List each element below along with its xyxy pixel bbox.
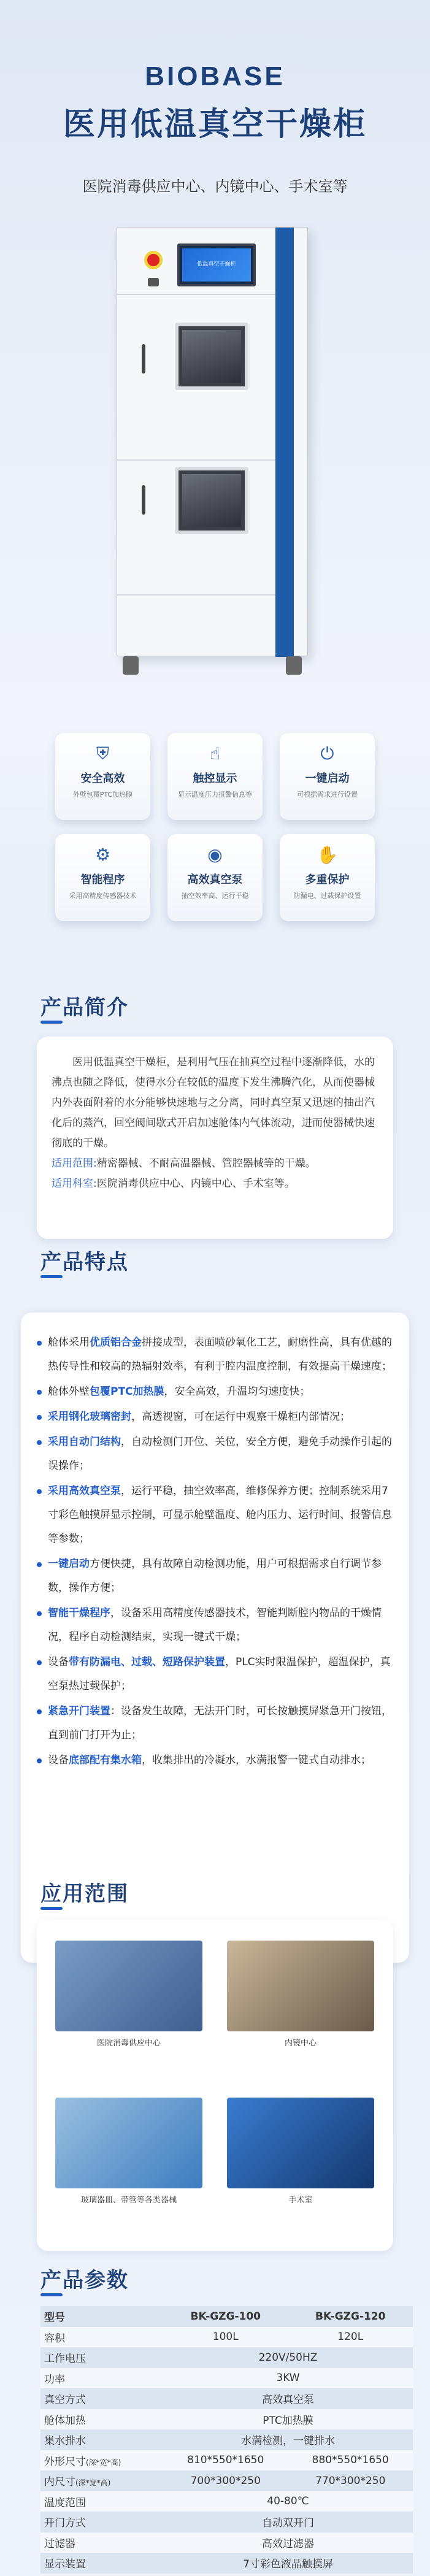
table-row: 工作电压 220V/50HZ (40, 2347, 413, 2368)
feature-desc: 抽空效率高、运行平稳 (181, 892, 249, 900)
table-header-row: 型号 BK-GZG-100 BK-GZG-120 (40, 2306, 413, 2327)
feature-list-item: 一键启动方便快捷，具有故障自动检测功能，用户可根据需求自行调节参数，操作方便； (37, 1552, 392, 1600)
door-handle-icon (142, 344, 145, 374)
feature-name: 多重保护 (305, 873, 350, 886)
feature-name: 安全高效 (80, 772, 125, 785)
scope-text: 精密器械、不耐高温器械、管腔器械等的干燥。 (96, 1157, 316, 1170)
feature-list-item: 采用自动门结构，自动检测门开位、关位，安全方便，避免手动操作引起的误操作； (37, 1430, 392, 1478)
feature-card (55, 733, 150, 820)
heading-underline (40, 2293, 63, 2296)
application-caption: 玻璃器皿、带管等各类器械 (80, 2196, 177, 2205)
upper-door (117, 295, 277, 461)
feature-list-item: 采用高效真空泵，运行平稳，抽空效率高，维修保养方便；控制系统采用7寸彩色触摸屏显示控制，可显示舱壁温度、舱内压力、运行时间、报警信息等参数； (37, 1479, 392, 1551)
table-row: 内尺寸(深*宽*高) 700*300*250 770*300*250 (40, 2471, 413, 2491)
application-caption: 医院消毒供应中心 (96, 2039, 161, 2048)
intro-paragraph: 医用低温真空干燥柜，是利用气压在抽真空过程中逐渐降低，水的沸点也随之降低，使得水分在较低的温度下发生沸腾汽化，从而使器械内外表面附着的水分能够快速地与之分离，同时真空泵又迅速的抽出汽化后的蒸汽，回空阀间歇式开启加速舱体内气体流动，进而使器械快速彻底的干燥。 (52, 1056, 375, 1149)
department-line (52, 1174, 378, 1194)
protect-icon: ✋ (317, 845, 338, 865)
application-caption: 手术室 (288, 2196, 313, 2205)
feature-list-item: 设备带有防漏电、过载、短路保护装置，PLC实时限温保护，超温保护，真空泵热过载保护； (37, 1650, 392, 1698)
table-row: 温度范围 40-80℃ (40, 2491, 413, 2512)
features-heading: 产品特点 (40, 1250, 129, 1275)
intro-card (37, 1037, 393, 1239)
brand-logo: BIOBASE (145, 61, 285, 91)
feature-card (280, 733, 375, 820)
scope-label: 适用范围: (52, 1157, 97, 1170)
cabinet-image (117, 227, 308, 675)
table-row: 集水排水 水满检测，一键排水 (40, 2429, 413, 2450)
cabinet-body (117, 227, 308, 656)
feature-desc: 采用高精度传感器技术 (69, 892, 137, 900)
pump-icon: ◉ (207, 845, 223, 865)
table-row: 过滤器 高效过滤器 (40, 2532, 413, 2553)
table-row: 外形尺寸(深*宽*高) 810*550*1650 880*550*1650 (40, 2450, 413, 2471)
feature-card (167, 733, 263, 820)
glassware-photo (55, 2098, 202, 2188)
scope-line (52, 1154, 378, 1174)
department-label: 适用科室: (52, 1178, 97, 1190)
feature-name: 触控显示 (193, 772, 237, 785)
touch-screen (177, 243, 256, 286)
door-window (175, 323, 248, 390)
table-row: 显示装置 7寸彩色液晶触摸屏 (40, 2553, 413, 2574)
application-heading: 应用范围 (40, 1882, 129, 1906)
feature-list-item: 智能干燥程序，设备采用高精度传感器技术，智能判断腔内物品的干燥情况，程序自动检测结束，实现一键式干燥； (37, 1601, 392, 1649)
heading-underline (40, 1021, 63, 1024)
feature-card (55, 834, 150, 921)
feature-card (167, 834, 263, 921)
table-row: 开门方式 自动双开门 (40, 2512, 413, 2532)
feature-name: 高效真空泵 (187, 873, 243, 886)
cabinet-foot (123, 656, 139, 675)
touch-icon: ☝ (209, 743, 221, 764)
parameters-heading: 产品参数 (40, 2268, 129, 2293)
feature-card (280, 834, 375, 921)
intro-heading: 产品简介 (40, 995, 129, 1020)
door-handle-icon (142, 485, 145, 515)
application-caption: 内镜中心 (284, 2039, 317, 2048)
feature-list-item: 舱体外壁包覆PTC加热膜，安全高效，升温均匀速度快； (37, 1380, 392, 1404)
feature-list-item: 舱体采用优质铝合金拼接成型，表面喷砂氧化工艺，耐磨性高，具有优越的热传导性和较高的热辐射效率，有利于腔内温度控制，有效提高干燥速度； (37, 1331, 392, 1379)
control-panel (117, 228, 277, 295)
hero-section (0, 0, 430, 900)
page-title: 医用低温真空干燥柜 (63, 106, 367, 143)
page-subtitle: 医院消毒供应中心、内镜中心、手术室等 (82, 178, 348, 195)
feature-desc: 显示温度压力报警信息等 (178, 791, 252, 799)
screen-label: 低温真空干燥柜 (197, 261, 236, 267)
application-card (37, 1920, 393, 2251)
key-switch-icon (148, 278, 159, 286)
table-row: 真空方式 高效真空泵 (40, 2388, 413, 2409)
emergency-stop-icon (144, 251, 163, 269)
power-icon: ⏻ (320, 743, 334, 764)
door-window (175, 467, 248, 534)
heading-underline (40, 1907, 63, 1910)
feature-desc: 防漏电、过载保护设置 (293, 892, 361, 900)
feature-list-item: 设备底部配有集水箱，收集排出的冷凝水，水满报警一键式自动排水； (37, 1749, 392, 1773)
table-row: 容积 100L 120L (40, 2327, 413, 2348)
table-row: 功率 3KW (40, 2368, 413, 2389)
heading-underline (40, 1275, 63, 1278)
endoscopy-photo (227, 1941, 374, 2031)
feature-name: 智能程序 (80, 873, 125, 886)
feature-list-item: 紧急开门装置：设备发生故障，无法开门时，可长按触摸屏紧急开门按钮，直到前门打开为止； (37, 1700, 392, 1747)
feature-desc: 可根据需求进行设置 (297, 791, 358, 799)
shield-icon: ⛨ (96, 743, 109, 764)
features-card (21, 1313, 409, 1963)
table-row: 舱体加热 PTC加热膜 (40, 2409, 413, 2430)
chip-icon: ⚙ (94, 845, 111, 865)
parameters-table (40, 2306, 413, 2574)
feature-name: 一键启动 (305, 772, 350, 785)
blue-stripe (275, 228, 294, 657)
cssd-photo (55, 1941, 202, 2031)
feature-desc: 外壁包覆PTC加热膜 (72, 791, 133, 799)
department-text: 医院消毒供应中心、内镜中心、手术室等。 (96, 1178, 295, 1190)
lower-door (117, 461, 277, 596)
operating-room-photo (227, 2098, 374, 2188)
feature-list-item: 采用钢化玻璃密封，高透视窗，可在运行中观察干燥柜内部情况； (37, 1405, 392, 1429)
cabinet-foot (286, 656, 302, 675)
